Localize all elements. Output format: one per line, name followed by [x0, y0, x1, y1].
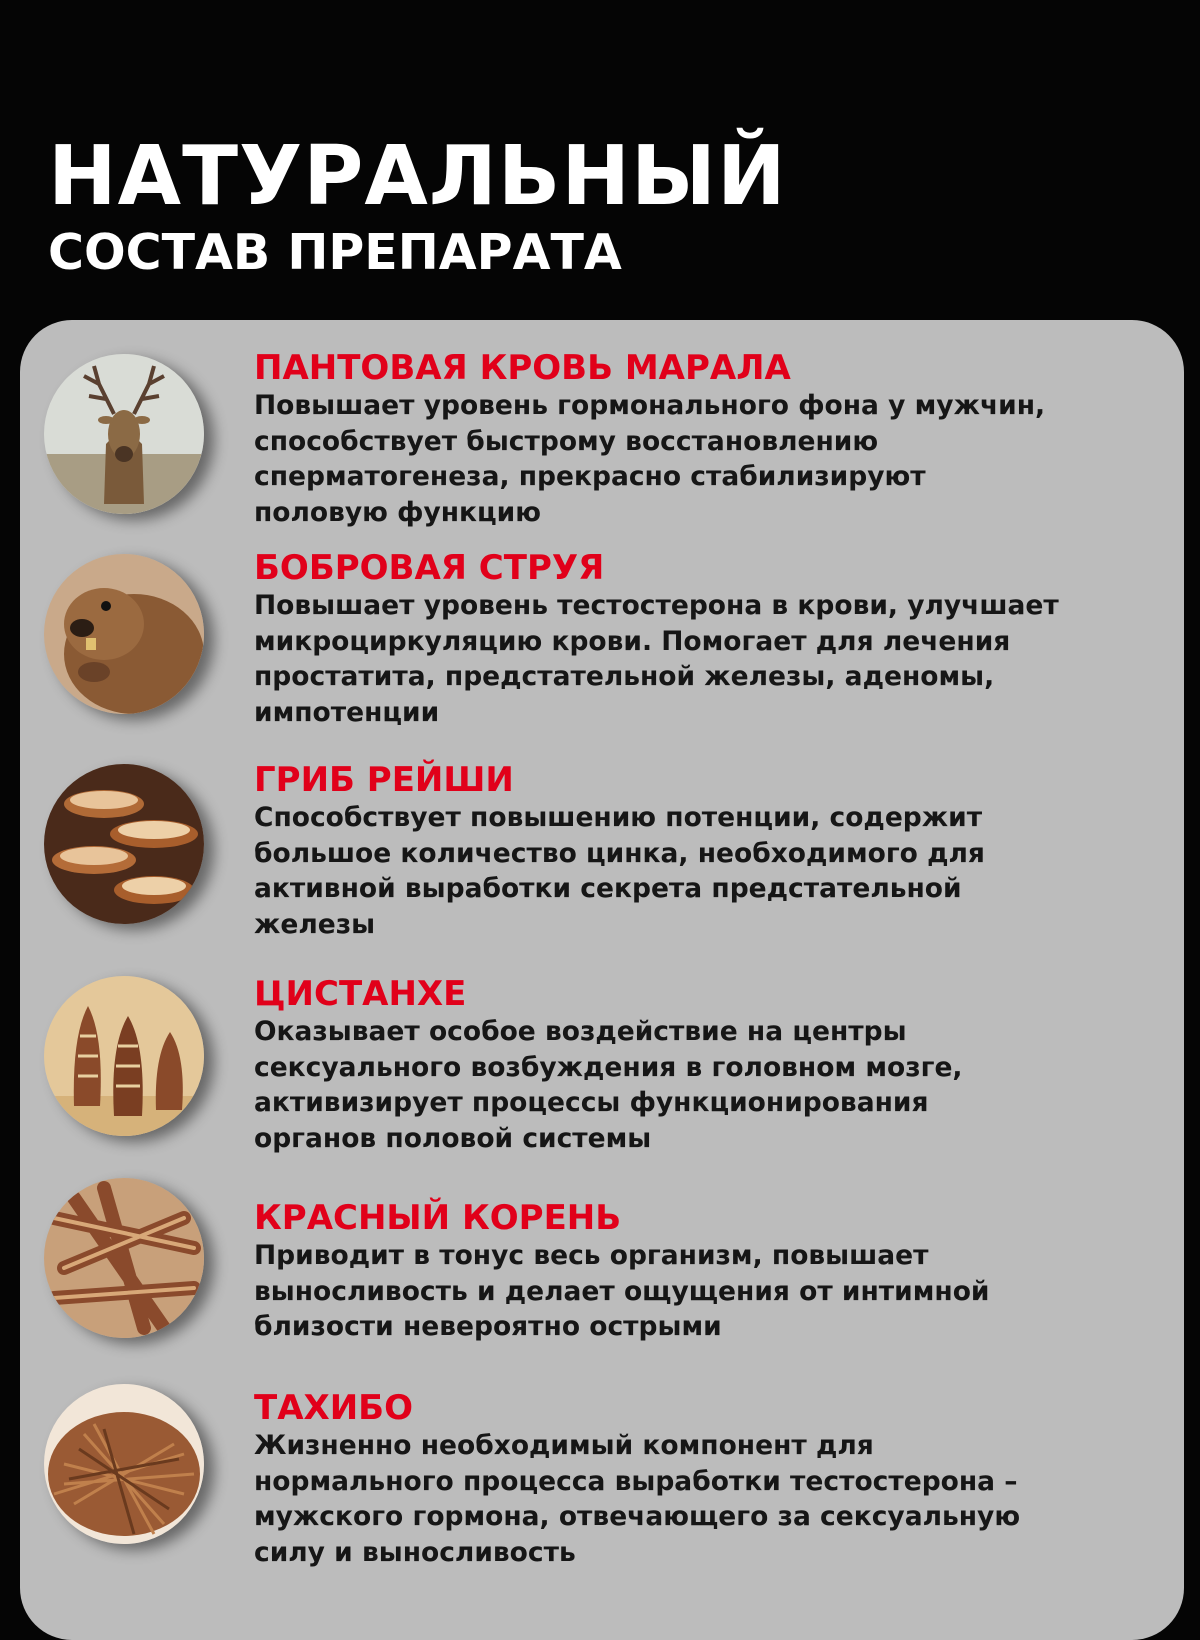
description-line: импотенции — [254, 696, 440, 728]
description-line: Повышает уровень тестостерона в крови, улучшает — [254, 590, 1059, 621]
page-title: НАТУРАЛЬНЫЙ — [48, 129, 787, 224]
description-line: выносливость и делает ощущения от интимной — [254, 1275, 990, 1307]
description-line: сперматогенеза, прекрасно стабилизируют — [254, 461, 926, 492]
description-line: микроциркуляцию крови. Помогает для лечения — [254, 625, 1011, 657]
ingredient-text — [254, 1198, 1184, 1345]
description-line: Способствует повышению потенции, содержит — [254, 802, 983, 833]
ingredient-description — [254, 1014, 1184, 1156]
cistanche-plant-icon — [44, 976, 204, 1136]
deer-icon — [44, 354, 204, 514]
description-line: активизирует процессы функционирования — [254, 1087, 929, 1118]
reishi-mushroom-icon — [44, 764, 204, 924]
description-line: сексуального возбуждения в головном мозге, — [254, 1051, 963, 1083]
description-line: половую функцию — [254, 496, 541, 528]
description-line: силу и выносливость — [254, 1536, 576, 1568]
description-line: Жизненно необходимый компонент для — [254, 1430, 874, 1461]
ingredients-panel — [20, 320, 1184, 1640]
ingredient-description — [254, 800, 1184, 942]
red-root-icon — [44, 1178, 204, 1338]
beaver-icon — [44, 554, 204, 714]
description-line: большое количество цинка, необходимого для — [254, 837, 985, 869]
description-line: Приводит в тонус весь организм, повышает — [254, 1240, 929, 1271]
ingredient-text — [254, 348, 1184, 530]
description-line: железы — [254, 908, 376, 940]
ingredient-name: ПАНТОВАЯ КРОВЬ МАРАЛА — [254, 348, 791, 388]
description-line: Повышает уровень гормонального фона у мужчин, — [254, 390, 1046, 421]
ingredient-text — [254, 1388, 1184, 1570]
description-line: Оказывает особое воздействие на центры — [254, 1016, 907, 1047]
description-line: нормального процесса выработки тестостерона – — [254, 1465, 1018, 1497]
description-line: способствует быстрому восстановлению — [254, 425, 879, 457]
description-line: активной выработки секрета предстательной — [254, 873, 962, 904]
ingredient-name: ГРИБ РЕЙШИ — [254, 760, 514, 800]
description-line: органов половой системы — [254, 1122, 652, 1154]
description-line: простатита, предстательной железы, аденомы, — [254, 661, 995, 692]
ingredient-name: БОБРОВАЯ СТРУЯ — [254, 548, 605, 588]
description-line: мужского гормона, отвечающего за сексуальную — [254, 1501, 1021, 1532]
ingredient-description — [254, 388, 1184, 530]
ingredient-text — [254, 974, 1184, 1156]
ingredient-name: ЦИСТАНХЕ — [254, 974, 467, 1014]
ingredient-description — [254, 1238, 1184, 1345]
header — [48, 129, 787, 282]
ingredient-text — [254, 760, 1184, 942]
ingredient-text — [254, 548, 1184, 730]
description-line: близости невероятно острыми — [254, 1311, 722, 1342]
page-subtitle: СОСТАВ ПРЕПАРАТА — [48, 224, 622, 281]
ingredient-description — [254, 1428, 1184, 1570]
ingredient-name: ТАХИБО — [254, 1388, 413, 1428]
taheebo-bark-icon — [44, 1384, 204, 1544]
ingredient-description — [254, 588, 1184, 730]
ingredient-name: КРАСНЫЙ КОРЕНЬ — [254, 1198, 622, 1238]
